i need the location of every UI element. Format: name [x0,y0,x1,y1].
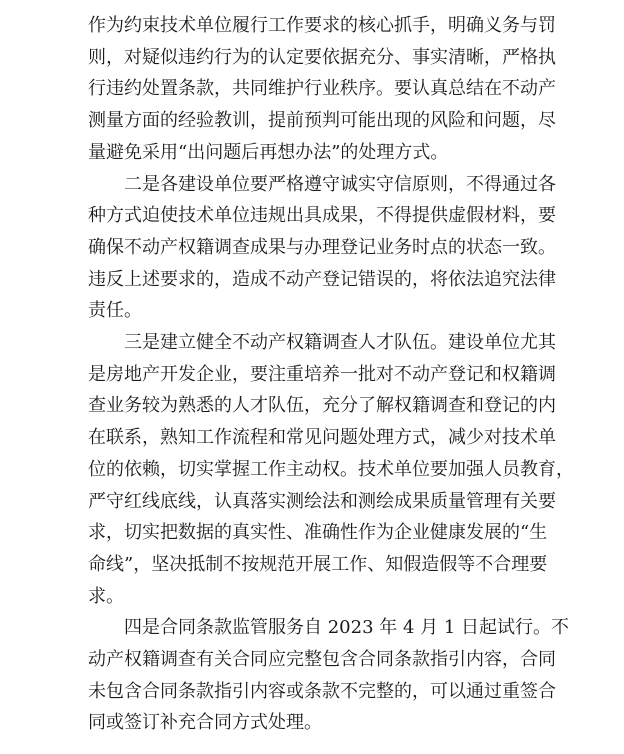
text-line: 求，切实把数据的真实性、准确性作为企业健康发展的“生 [88,522,548,544]
text-line: 求。 [88,585,124,607]
text-line: 位的依赖，切实掌握工作主动权。技术单位要加强人员教育， [88,458,574,480]
text-line: 严守红线底线，认真落实测绘法和测绘成果质量管理有关要 [88,490,556,512]
text-line: 种方式迫使技术单位违规出具成果，不得提供虚假材料，要 [88,205,556,227]
text-line: 未包含合同条款指引内容或条款不完整的，可以通过重签合 [88,680,556,702]
text-line: 三是建立健全不动产权籍调查人才队伍。建设单位尤其 [124,332,556,354]
paragraph-3 [88,327,574,612]
text-line: 同或签订补充合同方式处理。 [88,712,322,734]
text-line: 责任。 [88,300,142,322]
text-line: 则，对疑似违约行为的认定要依据充分、事实清晰，严格执 [88,46,556,68]
paragraph-2 [88,169,556,328]
text-line: 命线”，坚决抵制不按规范开展工作、知假造假等不合理要 [88,553,548,575]
text-line: 违反上述要求的，造成不动产登记错误的，将依法追究法律 [88,268,556,290]
text-line: 二是各建设单位要严格遵守诚实守信原则，不得通过各 [124,173,556,195]
body-text [88,10,574,739]
text-line: 确保不动产权籍调查成果与办理登记业务时点的状态一致。 [88,236,556,258]
text-line: 测量方面的经验教训，提前预判可能出现的风险和问题，尽 [88,110,556,132]
paragraph-4 [88,612,570,739]
text-line: 是房地产开发企业，要注重培养一批对不动产登记和权籍调 [88,363,556,385]
text-line: 作为约束技术单位履行工作要求的核心抓手，明确义务与罚 [88,15,556,36]
text-line: 量避免采用“出问题后再想办法”的处理方式。 [88,141,449,163]
paragraph-1 [88,10,556,169]
text-line: 动产权籍调查有关合同应完整包含合同条款指引内容，合同 [88,649,556,671]
text-line: 查业务较为熟悉的人才队伍，充分了解权籍调查和登记的内 [88,395,556,417]
text-line: 行违约处置条款，共同维护行业秩序。要认真总结在不动产 [88,78,556,100]
text-line: 在联系，熟知工作流程和常见问题处理方式，减少对技术单 [88,427,556,449]
text-line: 四是合同条款监管服务自 2023 年 4 月 1 日起试行。不 [124,617,570,639]
